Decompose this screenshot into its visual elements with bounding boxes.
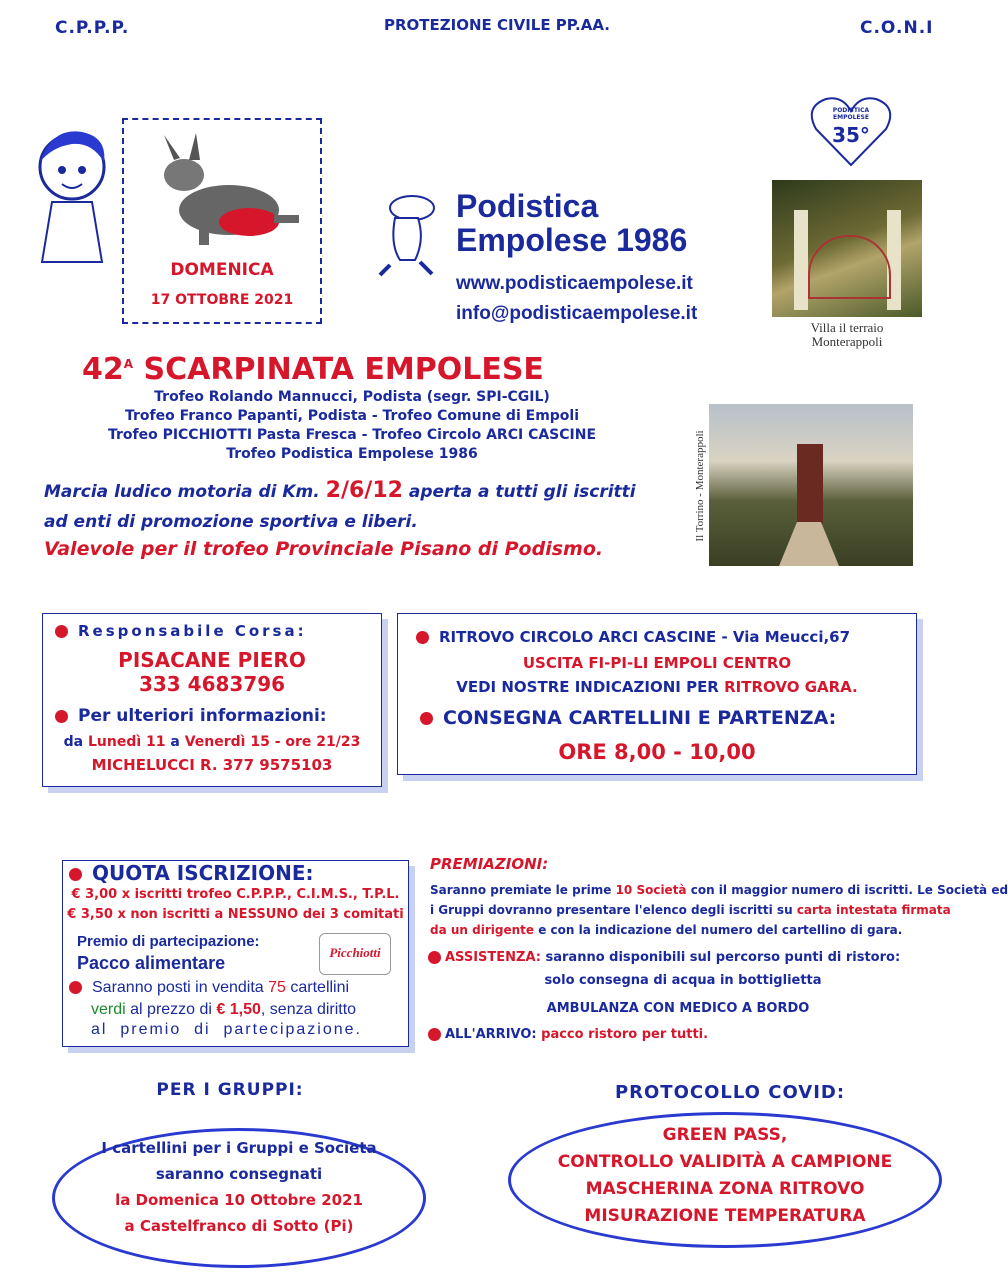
villa-photo [772, 180, 922, 317]
badge-text: PODISTICA EMPOLESE [832, 107, 870, 121]
trophy-line: Trofeo Rolando Mannucci, Podista (segr. SPI-CGIL) [154, 389, 550, 405]
bullet-icon [428, 951, 441, 964]
covid-ellipse [508, 1112, 942, 1248]
villa-caption-2: Monterappoli [811, 334, 883, 349]
club-name-line2: Empolese 1986 [456, 222, 688, 258]
contact-box [42, 613, 382, 787]
event-title [82, 352, 544, 387]
stamp-date: 17 OTTOBRE 2021 [150, 292, 294, 308]
trophy-line: Trofeo PICCHIOTTI Pasta Fresca - Trofeo Circolo ARCI CASCINE [107, 427, 597, 443]
meeting-line2: USCITA FI-PI-LI EMPOLI CENTRO [522, 654, 792, 672]
march-distances: 2/6/12 [325, 478, 403, 503]
villa-caption-1: Villa il terraio [810, 320, 884, 335]
meeting-line1: RITROVO CIRCOLO ARCI CASCINE - Via Meucci,67 [416, 628, 850, 646]
trophy-list [62, 388, 642, 464]
prize-label: Premio di partecipazione: [77, 933, 260, 950]
awards-text: Saranno premiate le prime 10 Società con il maggior numero di iscritti. Le Società ed i Gruppi dovranno presentare l'elenco degli iscritti su carta intestata firmata da un dirigente e con la indicazione del numero del cartellino di gara. [430, 883, 1008, 937]
bullet-icon [69, 981, 82, 994]
sale-line2: verdi al prezzo di € 1,50, senza diritto [91, 1001, 357, 1018]
groups-line2: saranno consegnati [155, 1165, 323, 1183]
assist-line2: solo consegna di acqua in bottiglietta [544, 973, 822, 988]
arrival-line: ALL'ARRIVO: pacco ristoro per tutti. [428, 1027, 708, 1042]
meeting-line5: ORE 8,00 - 10,00 [558, 740, 756, 764]
march-line2: ad enti di promozione sportiva e liberi. [44, 512, 418, 532]
awards-title: PREMIAZIONI: [430, 855, 549, 873]
header-right: C.O.N.I [860, 18, 934, 38]
date-stamp [122, 118, 322, 324]
info-days: da Lunedì 11 a Venerdì 15 - ore 21/23 [63, 734, 361, 750]
heart-badge-icon [810, 95, 892, 167]
meeting-line3: VEDI NOSTRE INDICAZIONI PER RITROVO GARA. [456, 678, 858, 696]
stamp-day: DOMENICA [170, 260, 274, 280]
donkey-illustration [144, 130, 304, 250]
bullet-icon [420, 712, 433, 725]
march-suffix: aperta a tutti gli iscritti [408, 482, 636, 502]
meeting-box [397, 613, 917, 775]
march-prefix: Marcia ludico motoria di Km. [44, 482, 320, 502]
covid-line3: MASCHERINA ZONA RITROVO [585, 1179, 865, 1199]
groups-line1: I cartellini per i Gruppi e Societa [101, 1139, 377, 1157]
march-line [44, 478, 636, 503]
trophy-line: Trofeo Franco Papanti, Podista - Trofeo Comune di Empoli [124, 408, 580, 424]
ambulance-line: AMBULANZA CON MEDICO A BORDO [546, 1001, 810, 1016]
assist-line: ASSISTENZA: saranno disponibili sul percorso punti di ristoro: [428, 950, 900, 965]
covid-line1: GREEN PASS, [662, 1125, 788, 1145]
covid-line4: MISURAZIONE TEMPERATURA [584, 1206, 866, 1226]
sale-line1: Saranno posti in vendita 75 cartellini [69, 979, 349, 997]
club-name-line1: Podistica [456, 188, 599, 224]
bullet-icon [55, 710, 68, 723]
sale-line3: al premio di partecipazione. [91, 1021, 362, 1038]
meeting-line4: CONSEGNA CARTELLINI E PARTENZA: [420, 707, 836, 729]
event-superscript: A [123, 357, 134, 371]
dog-mascot-icon [370, 190, 445, 280]
sponsor-logo: Picchiotti [319, 933, 391, 975]
quota-fee2: € 3,50 x non iscritti a NESSUNO dei 3 comitati [67, 907, 404, 922]
header-left: C.P.P.P. [55, 18, 130, 38]
groups-ellipse [52, 1128, 426, 1268]
responsabile-label: Responsabile Corsa: [55, 622, 307, 640]
valid-line: Valevole per il trofeo Provinciale Pisano di Podismo. [44, 538, 604, 560]
bullet-icon [69, 868, 82, 881]
groups-title: PER I GRUPPI: [156, 1080, 304, 1100]
header-center: PROTEZIONE CIVILE PP.AA. [384, 16, 610, 34]
event-number: 42 [82, 352, 124, 387]
quota-box [62, 860, 409, 1047]
torrino-photo [709, 404, 913, 566]
club-email[interactable]: info@podisticaempolese.it [456, 303, 698, 324]
bullet-icon [428, 1028, 441, 1041]
quota-fee1: € 3,00 x iscritti trofeo C.P.P.P., C.I.M.S., T.P.L. [71, 887, 400, 902]
responsabile-name: PISACANE PIERO [118, 648, 306, 672]
covid-line2: CONTROLLO VALIDITÀ A CAMPIONE [557, 1152, 893, 1172]
club-website[interactable]: www.podisticaempolese.it [456, 273, 693, 294]
bullet-icon [416, 631, 429, 644]
groups-line4: a Castelfranco di Sotto (Pi) [124, 1217, 354, 1235]
trophy-line: Trofeo Podistica Empolese 1986 [226, 446, 478, 462]
torrino-caption: Il Torrino - Monterappoli [694, 430, 706, 542]
bullet-icon [55, 625, 68, 638]
event-title-text: SCARPINATA EMPOLESE [143, 352, 544, 387]
groups-line3: la Domenica 10 Ottobre 2021 [115, 1191, 363, 1209]
girl-illustration [22, 122, 122, 262]
responsabile-phone: 333 4683796 [138, 672, 286, 696]
prize-value: Pacco alimentare [77, 953, 226, 973]
badge-number: 35° [832, 123, 870, 147]
info-label: Per ulteriori informazioni: [55, 706, 327, 726]
contact2: MICHELUCCI R. 377 9575103 [91, 756, 333, 774]
quota-title: QUOTA ISCRIZIONE: [69, 861, 313, 885]
covid-title: PROTOCOLLO COVID: [614, 1082, 846, 1103]
